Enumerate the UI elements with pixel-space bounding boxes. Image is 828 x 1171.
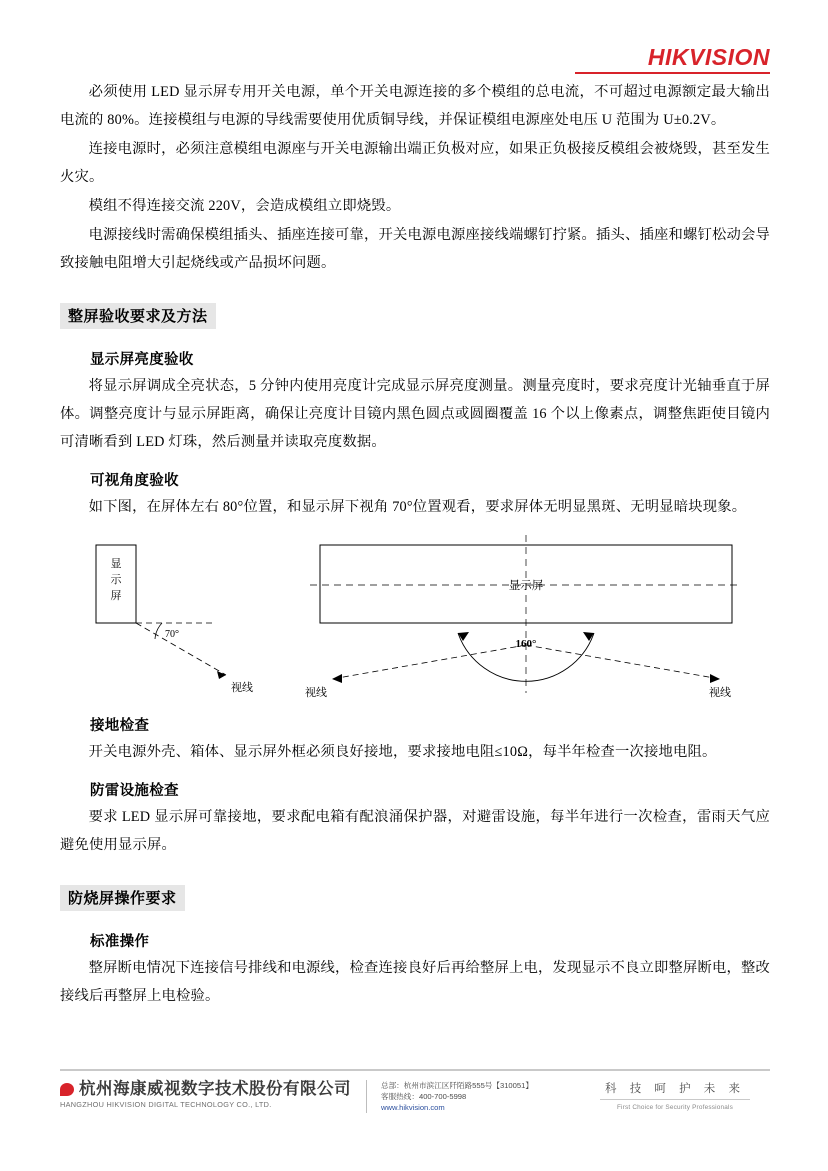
top-view-angle-label: 160° [515, 638, 537, 650]
logo-text-hik: HIK [647, 44, 690, 70]
section-heading: 防烧屏操作要求 [60, 885, 185, 911]
footer-website[interactable]: www.hikvision.com [381, 1103, 445, 1112]
paragraph: 要求 LED 显示屏可靠接地，要求配电箱有配浪涌保护器，对避雷设施，每半年进行一次检查，雷雨天气应避免使用显示屏。 [60, 809, 770, 853]
logo-underline [575, 72, 770, 74]
footer-company-name-cn-wrap [60, 1080, 360, 1098]
subsection-heading: 接地检查 [90, 718, 150, 734]
viewing-angle-diagram [88, 533, 738, 701]
footer-company-name-cn: 杭州海康威视数字技术股份有限公司 [79, 1080, 351, 1098]
footer-company-logo [60, 1080, 360, 1109]
subsection-heading: 可视角度验收 [90, 473, 179, 489]
paragraph: 连接电源时，必须注意模组电源座与开关电源输出端正负极对应，如果正负极接反模组会被烧毁，甚至发生火灾。 [60, 141, 770, 185]
side-view-label-3: 屏 [110, 590, 122, 602]
document-header [60, 0, 770, 78]
footer-address-line-1: 总部：杭州市滨江区阡陌路555号【310051】 [381, 1081, 533, 1090]
paragraph: 开关电源外壳、箱体、显示屏外框必须良好接地，要求接地电阻≤10Ω，每半年检查一次接地电阻。 [88, 744, 717, 760]
top-view-screen-label: 显示屏 [508, 580, 544, 592]
side-view-label-2: 示 [110, 574, 122, 586]
hikvision-logo [648, 44, 770, 71]
paragraph: 必须使用 LED 显示屏专用开关电源，单个开关电源连接的多个模组的总电流，不可超过电源额定最大输出电流的 80%。连接模组与电源的导线需要使用优质铜导线，并保证模组电源座处电压 U 范围为 U±0.2V。 [60, 84, 770, 128]
section-heading-wrap [60, 871, 770, 917]
footer-address-line-2: 客服热线：400-700-5998 [381, 1092, 467, 1101]
footer-company-name-en: HANGZHOU HIKVISION DIGITAL TECHNOLOGY CO., LTD. [60, 1100, 272, 1109]
side-view-label-1: 显 [110, 558, 122, 570]
footer-slogan [580, 1080, 770, 1111]
footer-slogan-cn: 科 技 呵 护 未 来 [605, 1083, 745, 1095]
top-view-sight-label-right: 视线 [709, 687, 731, 699]
footer-divider [60, 1069, 770, 1071]
paragraph: 将显示屏调成全亮状态，5 分钟内使用亮度计完成显示屏亮度测量。测量亮度时，要求亮度计光轴垂直于屏体。调整亮度计与显示屏距离，确保让亮度计目镜内黑色圆点或圆圈覆盖 16 个以上像素点，调整焦距使目镜内可清晰看到 LED 灯珠，然后测量并读取亮度数据。 [60, 378, 770, 450]
paragraph: 整屏断电情况下连接信号排线和电源线，检查连接良好后再给整屏上电，发现显示不良立即整屏断电，整改接线后再整屏上电检验。 [60, 960, 770, 1004]
page-footer [60, 1069, 770, 1131]
side-view-angle-label: 70° [165, 629, 179, 640]
logo-text-vision: VISION [689, 44, 770, 70]
paragraph: 模组不得连接交流 220V，会造成模组立即烧毁。 [88, 198, 401, 214]
hikvision-mark-icon [60, 1083, 74, 1096]
section-heading: 整屏验收要求及方法 [60, 303, 216, 329]
subsection-heading: 显示屏亮度验收 [90, 352, 194, 368]
paragraph: 电源接线时需确保模组插头、插座连接可靠，开关电源电源座接线端螺钉拧紧。插头、插座和螺钉松动会导致接触电阻增大引起烧线或产品损坏问题。 [60, 227, 770, 271]
footer-address [381, 1080, 580, 1113]
footer-slogan-divider [600, 1099, 750, 1100]
subsection-heading: 标准操作 [90, 934, 150, 950]
subsection-heading: 防雷设施检查 [90, 783, 179, 799]
section-heading-wrap [60, 289, 770, 335]
top-view-sight-label-left: 视线 [305, 687, 327, 699]
side-view-sight-label: 视线 [231, 682, 253, 694]
viewing-angle-figure [60, 533, 770, 701]
footer-vertical-divider [366, 1080, 367, 1113]
footer-slogan-en: First Choice for Security Professionals [616, 1104, 734, 1111]
paragraph: 如下图，在屏体左右 80°位置，和显示屏下视角 70°位置观看，要求屏体无明显黑斑、无明显暗块现象。 [88, 499, 747, 515]
page-content [60, 0, 770, 1011]
